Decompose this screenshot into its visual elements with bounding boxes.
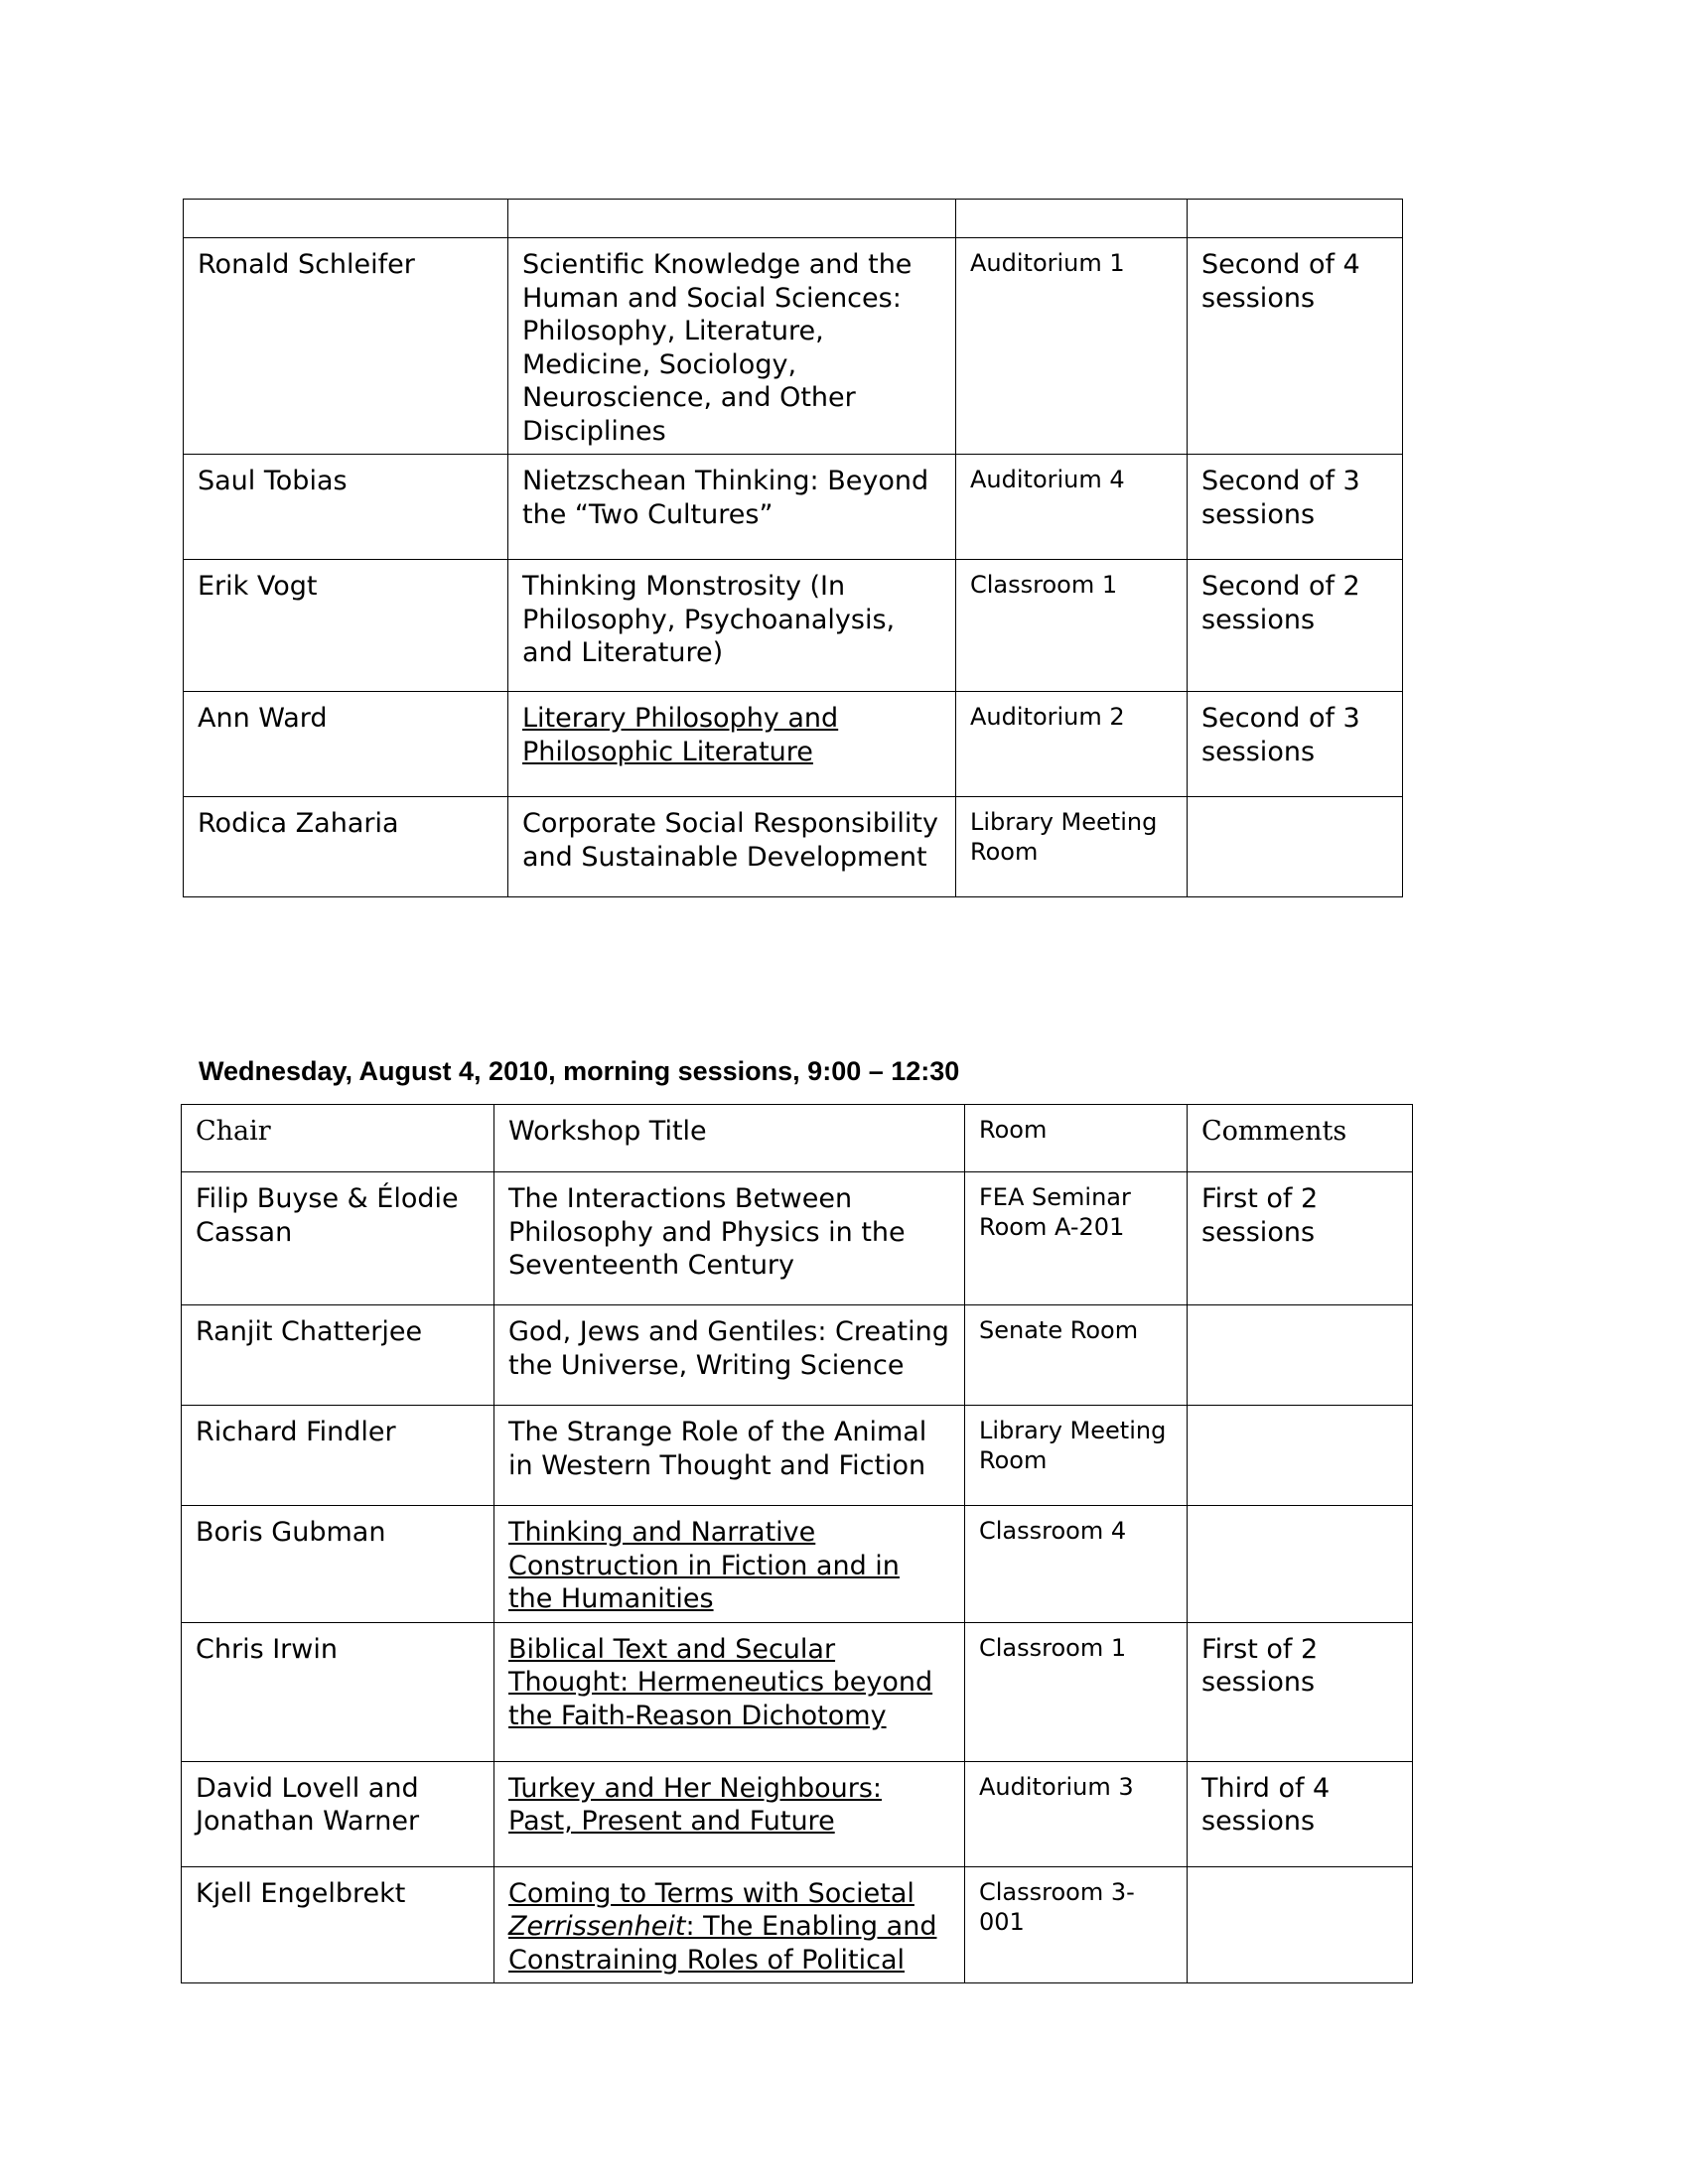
room-cell: Senate Room xyxy=(965,1305,1188,1406)
schedule-table xyxy=(181,1104,1413,1983)
table-row xyxy=(182,1506,1413,1623)
chair-cell: Boris Gubman xyxy=(182,1506,494,1623)
room-cell: FEA Seminar Room A-201 xyxy=(965,1172,1188,1305)
title-cell: Corporate Social Responsibility and Sustainable Development xyxy=(508,797,956,897)
title-cell: Thinking Monstrosity (In Philosophy, Psychoanalysis, and Literature) xyxy=(508,560,956,692)
title-cell: Scientific Knowledge and the Human and Social Sciences: Philosophy, Literature, Medicine, Sociology, Neuroscience, and Other Disciplines xyxy=(508,238,956,455)
comments-cell xyxy=(1188,1406,1413,1506)
table-row xyxy=(182,1172,1413,1305)
comments-cell xyxy=(1188,1506,1413,1623)
comments-cell xyxy=(1188,1305,1413,1406)
comments-cell: First of 2 sessions xyxy=(1188,1172,1413,1305)
chair-cell: Kjell Engelbrekt xyxy=(182,1866,494,1983)
chair-cell: Chris Irwin xyxy=(182,1622,494,1761)
title-cell: Nietzschean Thinking: Beyond the “Two Cultures” xyxy=(508,455,956,560)
room-cell: Library Meeting Room xyxy=(965,1406,1188,1506)
workshop-title-link[interactable]: Turkey and Her Neighbours: Past, Present and Future xyxy=(508,1772,883,1837)
chair-cell: Saul Tobias xyxy=(184,455,508,560)
table-row xyxy=(182,1622,1413,1761)
workshop-title-link[interactable] xyxy=(508,1878,936,1976)
comments-cell: First of 2 sessions xyxy=(1188,1622,1413,1761)
workshop-title-link[interactable]: Biblical Text and Secular Thought: Hermeneutics beyond the Faith-Reason Dichotomy xyxy=(508,1633,933,1731)
title-part-2: : The Enabling and Constraining Roles of Political xyxy=(508,1911,937,1976)
table-row xyxy=(182,1305,1413,1406)
comments-cell: Second of 2 sessions xyxy=(1188,560,1403,692)
room-cell: Auditorium 2 xyxy=(956,692,1188,797)
schedule-table-continued xyxy=(183,199,1403,897)
title-cell xyxy=(508,692,956,797)
comments-cell xyxy=(1188,797,1403,897)
table-header-row xyxy=(182,1105,1413,1172)
chair-cell: David Lovell and Jonathan Warner xyxy=(182,1761,494,1866)
section-heading: Wednesday, August 4, 2010, morning sessions, 9:00 – 12:30 xyxy=(199,1056,960,1086)
table-row xyxy=(182,1866,1413,1983)
table-row xyxy=(184,238,1403,455)
table-row xyxy=(182,1761,1413,1866)
comments-cell: Third of 4 sessions xyxy=(1188,1761,1413,1866)
table-row xyxy=(184,560,1403,692)
title-cell xyxy=(494,1506,965,1623)
title-cell xyxy=(494,1761,965,1866)
title-cell: The Interactions Between Philosophy and Physics in the Seventeenth Century xyxy=(494,1172,965,1305)
title-cell xyxy=(494,1622,965,1761)
header-room: Room xyxy=(965,1105,1188,1172)
comments-cell: Second of 3 sessions xyxy=(1188,692,1403,797)
workshop-title-link[interactable]: Literary Philosophy and Philosophic Literature xyxy=(522,703,839,767)
chair-cell: Richard Findler xyxy=(182,1406,494,1506)
chair-cell: Ronald Schleifer xyxy=(184,238,508,455)
room-cell: Classroom 4 xyxy=(965,1506,1188,1623)
table-row xyxy=(182,1406,1413,1506)
header-workshop-title: Workshop Title xyxy=(494,1105,965,1172)
table-header-row-empty xyxy=(184,200,1403,238)
chair-cell: Ranjit Chatterjee xyxy=(182,1305,494,1406)
header-comments: Comments xyxy=(1188,1105,1413,1172)
chair-cell: Erik Vogt xyxy=(184,560,508,692)
title-cell xyxy=(494,1866,965,1983)
title-part-italic: Zerrissenheit xyxy=(508,1911,686,1942)
header-chair: Chair xyxy=(182,1105,494,1172)
room-cell: Auditorium 4 xyxy=(956,455,1188,560)
room-cell: Library Meeting Room xyxy=(956,797,1188,897)
table-row xyxy=(184,692,1403,797)
comments-cell: Second of 3 sessions xyxy=(1188,455,1403,560)
room-cell: Auditorium 3 xyxy=(965,1761,1188,1866)
title-part-1: Coming to Terms with Societal xyxy=(508,1877,914,1909)
table-row xyxy=(184,797,1403,897)
comments-cell xyxy=(1188,1866,1413,1983)
comments-cell: Second of 4 sessions xyxy=(1188,238,1403,455)
room-cell: Auditorium 1 xyxy=(956,238,1188,455)
title-cell: God, Jews and Gentiles: Creating the Universe, Writing Science xyxy=(494,1305,965,1406)
room-cell: Classroom 1 xyxy=(956,560,1188,692)
room-cell: Classroom 3-001 xyxy=(965,1866,1188,1983)
chair-cell: Rodica Zaharia xyxy=(184,797,508,897)
title-cell: The Strange Role of the Animal in Western Thought and Fiction xyxy=(494,1406,965,1506)
workshop-title-link[interactable]: Thinking and Narrative Construction in Fiction and in the Humanities xyxy=(508,1517,900,1614)
chair-cell: Ann Ward xyxy=(184,692,508,797)
room-cell: Classroom 1 xyxy=(965,1622,1188,1761)
chair-cell: Filip Buyse & Élodie Cassan xyxy=(182,1172,494,1305)
table-row xyxy=(184,455,1403,560)
